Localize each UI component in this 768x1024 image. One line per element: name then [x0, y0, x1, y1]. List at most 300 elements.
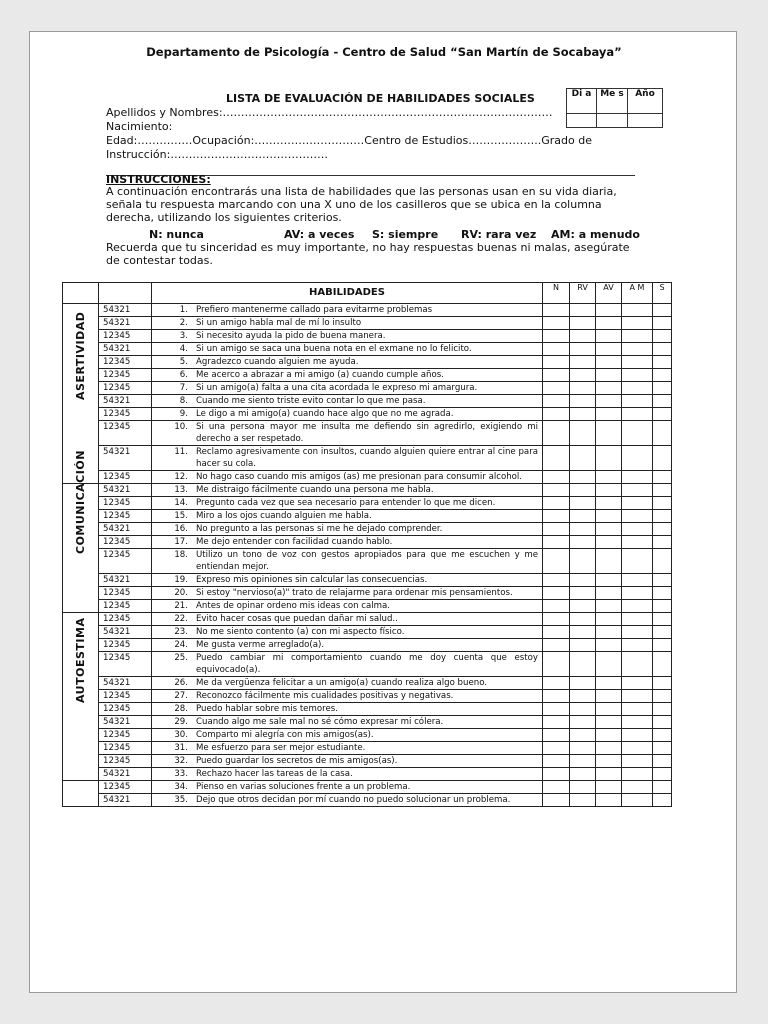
- col-n: N: [543, 283, 570, 304]
- item-text-cell: [152, 536, 543, 549]
- response-box-s[interactable]: [653, 639, 672, 652]
- item-text: Comparto mi alegría con mis amigos(as).: [196, 730, 374, 740]
- item-code: 54321: [99, 395, 152, 408]
- item-code: 12345: [99, 356, 152, 369]
- name-field-line[interactable]: Apellidos y Nombres:………………………………………………………………………………: [106, 106, 553, 119]
- response-box-av[interactable]: [596, 652, 622, 677]
- response-box-am[interactable]: [622, 690, 653, 703]
- response-box-s[interactable]: [653, 690, 672, 703]
- item-text-cell: [152, 471, 543, 484]
- response-box-am[interactable]: [622, 497, 653, 510]
- response-box-av[interactable]: [596, 781, 622, 794]
- item-number: 35.: [174, 795, 188, 805]
- item-text-cell: [152, 317, 543, 330]
- response-box-rv[interactable]: [570, 574, 596, 587]
- table-row: [63, 781, 672, 794]
- item-text-cell: [152, 510, 543, 523]
- response-box-rv[interactable]: [570, 446, 596, 471]
- item-code: 54321: [99, 343, 152, 356]
- response-box-am[interactable]: [622, 369, 653, 382]
- response-box-av[interactable]: [596, 613, 622, 626]
- item-number: 18.: [174, 550, 188, 560]
- item-text: Evito hacer cosas que puedan dañar mi salud..: [196, 614, 398, 624]
- legend-av: AV: a veces: [284, 228, 355, 241]
- header-blank-code: [99, 283, 152, 304]
- response-box-am[interactable]: [622, 755, 653, 768]
- response-box-rv[interactable]: [570, 703, 596, 716]
- response-box-av[interactable]: [596, 497, 622, 510]
- response-box-av[interactable]: [596, 317, 622, 330]
- table-row: [63, 652, 672, 677]
- response-box-am[interactable]: [622, 587, 653, 600]
- response-box-n[interactable]: [543, 304, 570, 317]
- response-box-rv[interactable]: [570, 497, 596, 510]
- item-text-cell: [152, 484, 543, 497]
- response-box-n[interactable]: [543, 794, 570, 807]
- response-box-rv[interactable]: [570, 382, 596, 395]
- response-box-av[interactable]: [596, 369, 622, 382]
- item-number: 23.: [174, 627, 188, 637]
- response-box-n[interactable]: [543, 421, 570, 446]
- response-box-n[interactable]: [543, 768, 570, 781]
- response-box-s[interactable]: [653, 652, 672, 677]
- legend-s: S: siempre: [372, 228, 439, 241]
- response-box-av[interactable]: [596, 626, 622, 639]
- response-box-av[interactable]: [596, 574, 622, 587]
- table-row: [63, 317, 672, 330]
- item-text-cell: [152, 356, 543, 369]
- response-box-n[interactable]: [543, 395, 570, 408]
- table-row: [63, 626, 672, 639]
- response-box-am[interactable]: [622, 742, 653, 755]
- item-number: 24.: [174, 640, 188, 650]
- response-box-am[interactable]: [622, 523, 653, 536]
- response-box-am[interactable]: [622, 317, 653, 330]
- response-box-n[interactable]: [543, 369, 570, 382]
- response-box-n[interactable]: [543, 536, 570, 549]
- response-box-rv[interactable]: [570, 369, 596, 382]
- category-label: COMUNICACIÓN: [73, 450, 87, 554]
- response-box-am[interactable]: [622, 408, 653, 421]
- response-box-rv[interactable]: [570, 343, 596, 356]
- item-number: 31.: [174, 743, 188, 753]
- response-box-rv[interactable]: [570, 549, 596, 574]
- response-box-am[interactable]: [622, 304, 653, 317]
- item-text-cell: [152, 716, 543, 729]
- response-box-am[interactable]: [622, 600, 653, 613]
- item-code: 12345: [99, 369, 152, 382]
- skills-table: [62, 282, 672, 807]
- department-heading: Departamento de Psicología - Centro de Salud “San Martín de Socabaya”: [146, 45, 622, 59]
- response-box-n[interactable]: [543, 317, 570, 330]
- item-code: 54321: [99, 484, 152, 497]
- item-text: Utilizo un tono de voz con gestos apropiados para que me escuchen y me entiendan mejor.: [196, 550, 538, 572]
- response-box-s[interactable]: [653, 471, 672, 484]
- response-box-n[interactable]: [543, 652, 570, 677]
- response-box-av[interactable]: [596, 510, 622, 523]
- response-box-n[interactable]: [543, 587, 570, 600]
- item-text: Si un amigo habla mal de mí lo insulto: [196, 318, 362, 328]
- table-row: [63, 587, 672, 600]
- response-box-n[interactable]: [543, 510, 570, 523]
- response-box-s[interactable]: [653, 600, 672, 613]
- response-box-rv[interactable]: [570, 716, 596, 729]
- response-box-n[interactable]: [543, 382, 570, 395]
- response-box-rv[interactable]: [570, 421, 596, 446]
- item-text-cell: [152, 343, 543, 356]
- item-text: Le digo a mi amigo(a) cuando hace algo que no me agrada.: [196, 409, 454, 419]
- response-box-am[interactable]: [622, 421, 653, 446]
- item-text-cell: [152, 781, 543, 794]
- response-box-s[interactable]: [653, 343, 672, 356]
- response-box-s[interactable]: [653, 356, 672, 369]
- response-box-s[interactable]: [653, 330, 672, 343]
- response-box-s[interactable]: [653, 781, 672, 794]
- item-text-cell: [152, 587, 543, 600]
- item-number: 11.: [174, 447, 188, 457]
- table-row: [63, 600, 672, 613]
- item-text-cell: [152, 755, 543, 768]
- response-box-n[interactable]: [543, 484, 570, 497]
- item-number: 29.: [174, 717, 188, 727]
- item-text: No me siento contento (a) con mi aspecto físico.: [196, 627, 405, 637]
- response-box-av[interactable]: [596, 600, 622, 613]
- item-text-cell: [152, 304, 543, 317]
- response-box-av[interactable]: [596, 382, 622, 395]
- response-box-rv[interactable]: [570, 356, 596, 369]
- response-box-av[interactable]: [596, 523, 622, 536]
- response-box-am[interactable]: [622, 382, 653, 395]
- response-box-av[interactable]: [596, 536, 622, 549]
- response-box-n[interactable]: [543, 330, 570, 343]
- item-text: Expreso mis opiniones sin calcular las consecuencias.: [196, 575, 428, 585]
- item-text-cell: [152, 382, 543, 395]
- response-box-am[interactable]: [622, 549, 653, 574]
- response-box-rv[interactable]: [570, 317, 596, 330]
- response-box-n[interactable]: [543, 549, 570, 574]
- response-box-am[interactable]: [622, 510, 653, 523]
- response-box-rv[interactable]: [570, 729, 596, 742]
- item-text: No hago caso cuando mis amigos (as) me presionan para consumir alcohol.: [196, 472, 523, 482]
- response-box-am[interactable]: [622, 716, 653, 729]
- response-box-s[interactable]: [653, 703, 672, 716]
- item-code: 54321: [99, 574, 152, 587]
- response-box-rv[interactable]: [570, 768, 596, 781]
- item-text: Cuando me siento triste evito contar lo que me pasa.: [196, 396, 426, 406]
- instruction-field-line[interactable]: Instrucción:…………………………………….: [106, 148, 328, 161]
- response-box-av[interactable]: [596, 729, 622, 742]
- item-code: 12345: [99, 587, 152, 600]
- item-code: 12345: [99, 536, 152, 549]
- reminder-text: Recuerda que tu sinceridad es muy importante, no hay respuestas buenas ni malas, asegúrate de contestar todas.: [106, 241, 630, 267]
- response-box-s[interactable]: [653, 369, 672, 382]
- response-box-n[interactable]: [543, 356, 570, 369]
- response-box-am[interactable]: [622, 652, 653, 677]
- response-box-s[interactable]: [653, 317, 672, 330]
- response-box-rv[interactable]: [570, 600, 596, 613]
- response-box-s[interactable]: [653, 408, 672, 421]
- response-box-s[interactable]: [653, 484, 672, 497]
- item-number: 30.: [174, 730, 188, 740]
- response-box-s[interactable]: [653, 742, 672, 755]
- response-box-av[interactable]: [596, 446, 622, 471]
- date-day-field[interactable]: [567, 114, 597, 128]
- response-box-n[interactable]: [543, 729, 570, 742]
- response-box-am[interactable]: [622, 574, 653, 587]
- response-box-s[interactable]: [653, 421, 672, 446]
- legend-am: AM: a menudo: [551, 228, 640, 241]
- item-number: 2.: [179, 318, 188, 328]
- item-number: 25.: [174, 653, 188, 663]
- response-box-n[interactable]: [543, 497, 570, 510]
- response-box-am[interactable]: [622, 781, 653, 794]
- item-number: 5.: [179, 357, 188, 367]
- response-box-rv[interactable]: [570, 510, 596, 523]
- instructions-heading: INSTRUCCIONES:: [106, 173, 211, 186]
- response-box-am[interactable]: [622, 768, 653, 781]
- response-box-av[interactable]: [596, 484, 622, 497]
- response-box-s[interactable]: [653, 587, 672, 600]
- response-box-n[interactable]: [543, 703, 570, 716]
- item-number: 14.: [174, 498, 188, 508]
- response-box-av[interactable]: [596, 408, 622, 421]
- response-box-s[interactable]: [653, 768, 672, 781]
- response-box-av[interactable]: [596, 768, 622, 781]
- response-box-s[interactable]: [653, 716, 672, 729]
- item-text: Si necesito ayuda la pido de buena manera.: [196, 331, 386, 341]
- col-rv: RV: [570, 283, 596, 304]
- category-label: ASERTIVIDAD: [73, 311, 87, 400]
- response-box-s[interactable]: [653, 446, 672, 471]
- response-box-rv[interactable]: [570, 408, 596, 421]
- response-box-n[interactable]: [543, 626, 570, 639]
- table-row: [63, 742, 672, 755]
- response-box-n[interactable]: [543, 781, 570, 794]
- item-text: Me distraigo fácilmente cuando una persona me habla.: [196, 485, 434, 495]
- table-row: [63, 755, 672, 768]
- item-text-cell: [152, 639, 543, 652]
- response-box-rv[interactable]: [570, 471, 596, 484]
- response-box-rv[interactable]: [570, 613, 596, 626]
- response-box-rv[interactable]: [570, 781, 596, 794]
- response-box-av[interactable]: [596, 356, 622, 369]
- response-box-n[interactable]: [543, 677, 570, 690]
- response-box-rv[interactable]: [570, 755, 596, 768]
- response-box-n[interactable]: [543, 408, 570, 421]
- response-box-s[interactable]: [653, 794, 672, 807]
- response-box-am[interactable]: [622, 343, 653, 356]
- response-box-n[interactable]: [543, 639, 570, 652]
- item-code: 12345: [99, 652, 152, 677]
- response-box-s[interactable]: [653, 549, 672, 574]
- item-number: 7.: [179, 383, 188, 393]
- table-row: [63, 768, 672, 781]
- response-box-av[interactable]: [596, 304, 622, 317]
- response-box-am[interactable]: [622, 626, 653, 639]
- item-code: 12345: [99, 600, 152, 613]
- response-box-rv[interactable]: [570, 677, 596, 690]
- response-box-rv[interactable]: [570, 484, 596, 497]
- table-row: [63, 369, 672, 382]
- item-number: 16.: [174, 524, 188, 534]
- response-box-n[interactable]: [543, 523, 570, 536]
- table-row: [63, 716, 672, 729]
- response-box-av[interactable]: [596, 639, 622, 652]
- response-box-n[interactable]: [543, 343, 570, 356]
- item-number: 1.: [179, 305, 188, 315]
- details-field-line[interactable]: Edad:……………Ocupación:…………………………Centro de Estudios………………..Grado de: [106, 134, 592, 147]
- item-code: 12345: [99, 471, 152, 484]
- response-box-rv[interactable]: [570, 587, 596, 600]
- response-box-n[interactable]: [543, 613, 570, 626]
- response-box-am[interactable]: [622, 536, 653, 549]
- item-text: Dejo que otros decidan por mí cuando no puedo solucionar un problema.: [196, 795, 511, 805]
- response-box-rv[interactable]: [570, 304, 596, 317]
- response-box-n[interactable]: [543, 742, 570, 755]
- item-text: Puedo hablar sobre mis temores.: [196, 704, 338, 714]
- response-box-av[interactable]: [596, 587, 622, 600]
- item-text: Me dejo entender con facilidad cuando hablo.: [196, 537, 393, 547]
- item-text-cell: [152, 446, 543, 471]
- response-box-av[interactable]: [596, 395, 622, 408]
- response-box-rv[interactable]: [570, 536, 596, 549]
- item-number: 28.: [174, 704, 188, 714]
- item-text: Si una persona mayor me insulta me defiendo sin agredirlo, exigiendo mi derecho a ser respetado.: [196, 422, 538, 444]
- response-box-av[interactable]: [596, 343, 622, 356]
- response-box-n[interactable]: [543, 471, 570, 484]
- response-box-s[interactable]: [653, 755, 672, 768]
- response-box-s[interactable]: [653, 729, 672, 742]
- response-box-n[interactable]: [543, 690, 570, 703]
- response-box-s[interactable]: [653, 497, 672, 510]
- response-box-rv[interactable]: [570, 330, 596, 343]
- date-year-field[interactable]: [628, 114, 663, 128]
- response-box-rv[interactable]: [570, 523, 596, 536]
- response-box-s[interactable]: [653, 574, 672, 587]
- response-box-av[interactable]: [596, 330, 622, 343]
- date-month-field[interactable]: [597, 114, 628, 128]
- item-code: 12345: [99, 690, 152, 703]
- response-box-n[interactable]: [543, 716, 570, 729]
- response-box-s[interactable]: [653, 523, 672, 536]
- response-box-av[interactable]: [596, 471, 622, 484]
- response-box-am[interactable]: [622, 677, 653, 690]
- item-number: 32.: [174, 756, 188, 766]
- response-box-rv[interactable]: [570, 690, 596, 703]
- response-box-am[interactable]: [622, 703, 653, 716]
- table-row: [63, 330, 672, 343]
- response-box-am[interactable]: [622, 794, 653, 807]
- item-text: Rechazo hacer las tareas de la casa.: [196, 769, 353, 779]
- item-text: Si un amigo(a) falta a una cita acordada le expreso mi amargura.: [196, 383, 478, 393]
- response-box-s[interactable]: [653, 677, 672, 690]
- response-box-rv[interactable]: [570, 395, 596, 408]
- item-text-cell: [152, 703, 543, 716]
- instructions-text: A continuación encontrarás una lista de habilidades que las personas usan en su vida diaria, señala tu respuesta marcando con una X uno de los casilleros que se ubica en la columna derecha, utilizando los siguientes criterios.: [106, 185, 617, 224]
- item-number: 3.: [179, 331, 188, 341]
- table-row: [63, 343, 672, 356]
- table-row: [63, 690, 672, 703]
- item-code: 12345: [99, 742, 152, 755]
- table-row: [63, 794, 672, 807]
- item-number: 26.: [174, 678, 188, 688]
- response-box-rv[interactable]: [570, 639, 596, 652]
- item-text-cell: [152, 794, 543, 807]
- response-box-av[interactable]: [596, 703, 622, 716]
- response-box-am[interactable]: [622, 639, 653, 652]
- birth-field-line[interactable]: Nacimiento:: [106, 120, 173, 133]
- response-box-rv[interactable]: [570, 742, 596, 755]
- item-text: Prefiero mantenerme callado para evitarme problemas: [196, 305, 433, 315]
- response-box-av[interactable]: [596, 677, 622, 690]
- response-box-n[interactable]: [543, 755, 570, 768]
- response-box-av[interactable]: [596, 549, 622, 574]
- response-box-am[interactable]: [622, 613, 653, 626]
- response-box-s[interactable]: [653, 395, 672, 408]
- item-text-cell: [152, 677, 543, 690]
- response-box-am[interactable]: [622, 446, 653, 471]
- response-box-am[interactable]: [622, 330, 653, 343]
- response-box-am[interactable]: [622, 484, 653, 497]
- response-box-s[interactable]: [653, 626, 672, 639]
- item-code: 12345: [99, 549, 152, 574]
- item-code: 54321: [99, 304, 152, 317]
- response-box-am[interactable]: [622, 471, 653, 484]
- table-row: [63, 484, 672, 497]
- item-number: 34.: [174, 782, 188, 792]
- table-row: [63, 549, 672, 574]
- item-text-cell: [152, 421, 543, 446]
- item-number: 13.: [174, 485, 188, 495]
- response-box-av[interactable]: [596, 742, 622, 755]
- response-box-av[interactable]: [596, 716, 622, 729]
- table-row: [63, 677, 672, 690]
- response-box-rv[interactable]: [570, 652, 596, 677]
- item-text-cell: [152, 613, 543, 626]
- item-text: Pregunto cada vez que sea necesario para entender lo que me dicen.: [196, 498, 496, 508]
- item-code: 54321: [99, 677, 152, 690]
- response-box-s[interactable]: [653, 613, 672, 626]
- response-box-am[interactable]: [622, 395, 653, 408]
- response-box-rv[interactable]: [570, 626, 596, 639]
- category-cell: [63, 450, 99, 613]
- response-box-rv[interactable]: [570, 794, 596, 807]
- table-row: [63, 395, 672, 408]
- item-number: 19.: [174, 575, 188, 585]
- response-box-s[interactable]: [653, 382, 672, 395]
- response-box-n[interactable]: [543, 446, 570, 471]
- response-box-av[interactable]: [596, 690, 622, 703]
- item-number: 27.: [174, 691, 188, 701]
- form-page: [29, 31, 737, 993]
- table-row: [63, 574, 672, 587]
- response-box-av[interactable]: [596, 421, 622, 446]
- response-box-s[interactable]: [653, 304, 672, 317]
- col-am: A M: [622, 283, 653, 304]
- response-box-n[interactable]: [543, 574, 570, 587]
- response-box-am[interactable]: [622, 356, 653, 369]
- item-text-cell: [152, 549, 543, 574]
- item-number: 10.: [174, 422, 188, 432]
- item-text-cell: [152, 626, 543, 639]
- response-box-s[interactable]: [653, 536, 672, 549]
- response-box-am[interactable]: [622, 729, 653, 742]
- response-box-av[interactable]: [596, 755, 622, 768]
- response-box-av[interactable]: [596, 794, 622, 807]
- item-number: 33.: [174, 769, 188, 779]
- response-box-s[interactable]: [653, 510, 672, 523]
- response-box-n[interactable]: [543, 600, 570, 613]
